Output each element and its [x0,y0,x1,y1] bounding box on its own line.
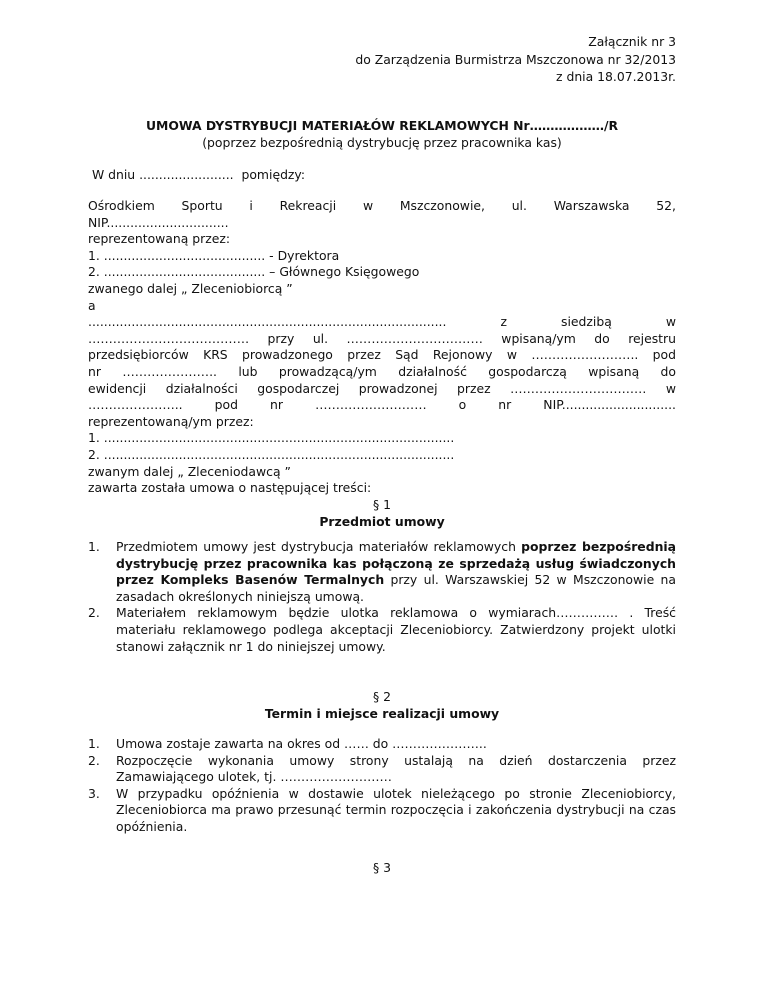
attachment-header [355,33,676,86]
section-1-heading [88,497,676,530]
item-number: 2. [88,752,100,768]
item-text: Przedmiotem umowy jest dystrybucja materiałów reklamowych [116,539,522,554]
item-number: 3. [88,785,100,801]
intro-line: W dniu ........................ pomiędzy: [88,167,306,182]
party-line: 2. ......................................... – Głównego Księgowego [88,264,420,280]
header-line-2: do Zarządzenia Burmistrza Mszczonowa nr 32/2013 [355,51,676,67]
item-text: przy ul. Warszawskiej 52 w Mszczonowie na zasadach określonych niniejszą umową. [116,572,676,604]
list-item [88,736,676,753]
section-title: Przedmiot umowy [319,513,445,529]
header-line-3: z dnia 18.07.2013r. [556,69,676,84]
party-line: 1. ......................................... - Dyrektora [88,247,340,263]
party-line: zwanego dalej „ Zleceniobiorcą ” [88,280,293,296]
item-number: 2. [88,605,100,621]
party-line: ………………….. pod nr ……………………… o nr NIP............................. [88,397,676,413]
contract-title [88,117,676,151]
section-1-list [88,539,676,655]
section-sign: § 1 [372,497,392,512]
section-3-heading [88,860,676,877]
item-number: 1. [88,539,100,554]
header-line-1: Załącznik nr 3 [588,34,676,49]
list-item [88,539,676,605]
parties-block [88,198,676,497]
party-line: ........................................................................................... z siedzibą w [88,314,676,330]
party-line: ewidencji działalności gospodarczej prowadzonej przez …………………………… w [88,380,676,396]
section-sign: § 2 [372,689,392,704]
section-title: Termin i miejsce realizacji umowy [264,705,500,721]
party-line: 1. ......................................................................................... [88,430,455,446]
item-text: Rozpoczęcie wykonania umowy strony ustalają na dzień dostarczenia przez Zamawiającego ulotek, tj. ……………………… [116,752,676,785]
title-main: UMOWA DYSTRYBUCJI MATERIAŁÓW REKLAMOWYCH Nr………………/R [145,118,619,133]
party-line: zwanym dalej „ Zleceniodawcą ” [88,463,291,479]
item-text: W przypadku opóźnienia w dostawie ulotek nieleżącego po stronie Zleceniobiorcy, Zleceniobiorca ma prawo przesunąć termin rozpoczęcia i zakończenia dystrybucji na czas opóźnienia. [116,785,676,834]
section-sign: § 3 [372,860,392,875]
section-2-heading [88,689,676,722]
list-item [88,605,676,655]
party-line: NIP............................... [88,214,229,230]
section-2-list [88,736,676,836]
item-text: Umowa zostaje zawarta na okres od …… do ………………….. [116,736,487,751]
item-number: 1. [88,736,100,751]
party-line: zawarta została umowa o następującej treści: [88,480,372,496]
party-line: a [88,297,96,313]
item-text: Materiałem reklamowym będzie ulotka reklamowa o wymiarach…………… . Treść materiału reklamowego podlega akceptacji Zleceniobiorcy. Zatwierdzony projekt ulotki stanowi załącznik nr 1 do niniejszej umowy. [116,605,676,654]
list-item [88,753,676,786]
list-item [88,786,676,836]
party-line: 2. ......................................................................................... [88,446,455,462]
party-line: reprezentowaną/ym przez: [88,413,254,429]
item-text-bold: poprzez bezpośrednią dystrybucję przez pracownika kas połączoną ze sprzedażą usług świadczonych przez Kompleks Basenów Termalnych [116,539,677,588]
party-line: Ośrodkiem Sportu i Rekreacji w Mszczonowie, ul. Warszawska 52, [88,198,676,213]
party-line: reprezentowaną przez: [88,231,231,247]
title-sub: (poprzez bezpośrednią dystrybucję przez pracownika kas) [202,135,562,150]
party-line: nr ………………….. lub prowadzącą/ym działalność gospodarczą wpisaną do [88,363,676,379]
party-line: ………………………………… przy ul. …………………………… wpisaną/ym do rejestru [88,330,676,346]
party-line: przedsiębiorców KRS prowadzonego przez Sąd Rejonowy w …………………….. pod [88,347,676,363]
